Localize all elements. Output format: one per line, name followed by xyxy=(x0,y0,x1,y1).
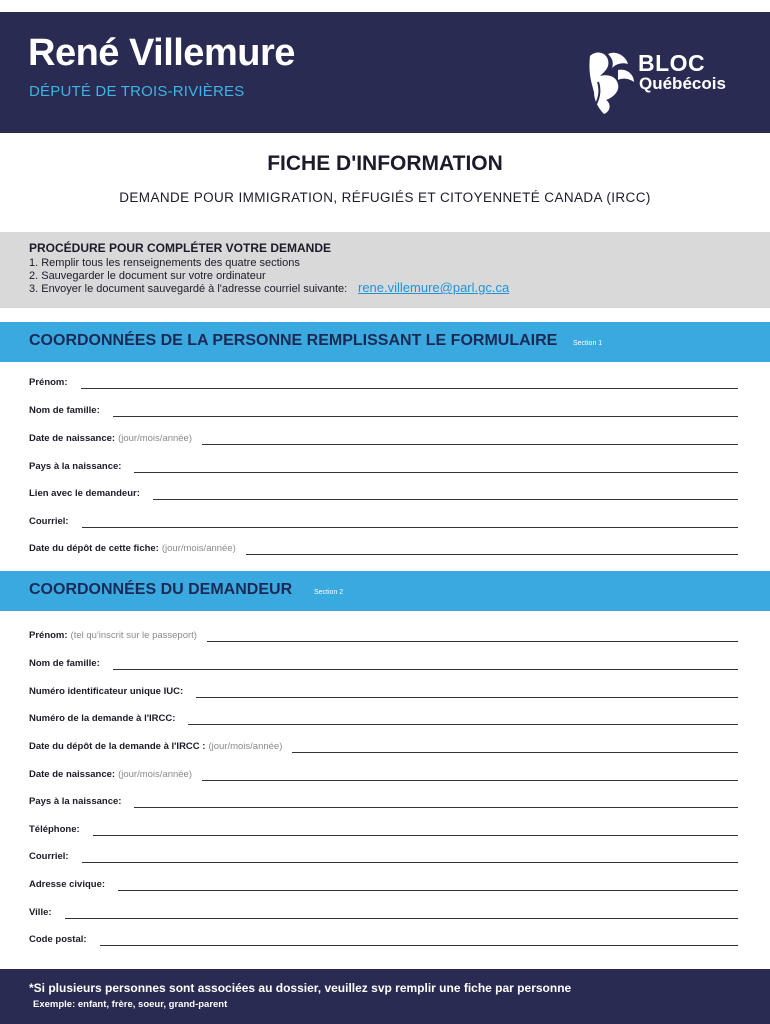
field-adresse-civique xyxy=(29,871,738,891)
input-line[interactable] xyxy=(118,890,738,891)
field-date-depot-fiche xyxy=(29,535,738,555)
section-2-title: COORDONNÉES DU DEMANDEUR xyxy=(29,581,293,598)
footer-banner xyxy=(0,969,770,1024)
field-label: Adresse civique: xyxy=(29,879,106,890)
input-line[interactable] xyxy=(100,945,738,946)
logo-text-quebecois: Québécois xyxy=(639,74,726,93)
input-line[interactable] xyxy=(113,416,738,417)
input-line[interactable] xyxy=(134,472,738,473)
field-nom-de-famille xyxy=(29,650,738,670)
input-line[interactable] xyxy=(82,527,738,528)
field-label: Pays à la naissance: xyxy=(29,796,122,807)
field-numero-iuc xyxy=(29,678,738,698)
procedure-step: 1. Remplir tous les renseignements des quatre sections xyxy=(29,257,300,269)
input-line[interactable] xyxy=(93,835,738,836)
input-line[interactable] xyxy=(113,669,738,670)
field-nom-de-famille xyxy=(29,397,738,417)
field-label: Pays à la naissance: xyxy=(29,461,122,472)
procedure-step: 3. Envoyer le document sauvegardé à l'adresse courriel suivante: xyxy=(29,283,348,295)
field-label: Date du dépôt de la demande à l'IRCC : xyxy=(29,741,206,752)
field-prenom xyxy=(29,622,738,642)
section-2-label: Section 2 xyxy=(314,589,344,596)
field-label: Nom de famille: xyxy=(29,405,100,416)
field-courriel xyxy=(29,843,738,863)
field-ville xyxy=(29,899,738,919)
procedure-box xyxy=(0,232,770,308)
input-line[interactable] xyxy=(82,862,738,863)
field-hint: (jour/mois/année) xyxy=(161,543,236,554)
field-label: Courriel: xyxy=(29,516,69,527)
input-line[interactable] xyxy=(65,918,738,919)
field-label: Code postal: xyxy=(29,934,87,945)
input-line[interactable] xyxy=(81,388,738,389)
field-hint: (jour/mois/année) xyxy=(208,741,283,752)
field-hint: (jour/mois/année) xyxy=(118,769,192,780)
input-line[interactable] xyxy=(153,499,738,500)
field-label: Date du dépôt de cette fiche: xyxy=(29,543,159,554)
field-lien-demandeur xyxy=(29,480,738,500)
input-line[interactable] xyxy=(207,641,738,642)
field-label: Prénom: xyxy=(29,377,68,388)
field-label: Nom de famille: xyxy=(29,658,100,669)
field-label: Date de naissance: xyxy=(29,769,116,780)
footer-example: Exemple: enfant, frère, soeur, grand-parent xyxy=(33,999,228,1010)
field-date-de-naissance xyxy=(29,425,738,445)
input-line[interactable] xyxy=(292,752,738,753)
email-link[interactable]: rene.villemure@parl.gc.ca xyxy=(358,280,510,295)
footer-note: *Si plusieurs personnes sont associées au dossier, veuillez svp remplir une fiche par personne xyxy=(29,981,572,995)
input-line[interactable] xyxy=(246,554,738,555)
field-label: Numéro de la demande à l'IRCC: xyxy=(29,713,176,724)
input-line[interactable] xyxy=(134,807,738,808)
input-line[interactable] xyxy=(196,697,738,698)
field-date-depot-demande xyxy=(29,733,738,753)
section-1-title: COORDONNÉES DE LA PERSONNE REMPLISSANT LE FORMULAIRE xyxy=(29,332,558,349)
field-telephone xyxy=(29,816,738,836)
header-banner xyxy=(0,12,770,133)
input-line[interactable] xyxy=(202,444,738,445)
input-line[interactable] xyxy=(202,780,738,781)
bloc-quebecois-logo xyxy=(582,46,742,118)
bird-logo-icon xyxy=(582,46,638,118)
field-courriel xyxy=(29,508,738,528)
section-1-label: Section 1 xyxy=(573,340,603,347)
field-label: Téléphone: xyxy=(29,824,80,835)
field-label: Prénom: xyxy=(29,630,68,641)
field-date-de-naissance xyxy=(29,761,738,781)
field-label: Courriel: xyxy=(29,851,69,862)
document-subtitle: DEMANDE POUR IMMIGRATION, RÉFUGIÉS ET CITOYENNETÉ CANADA (IRCC) xyxy=(119,190,651,205)
field-numero-demande-ircc xyxy=(29,705,738,725)
field-hint: (jour/mois/année) xyxy=(118,433,192,444)
logo-text-bloc: BLOC xyxy=(638,50,706,76)
mp-riding: DÉPUTÉ DE TROIS-RIVIÈRES xyxy=(29,83,245,100)
section-2-header xyxy=(0,571,770,611)
procedure-title: PROCÉDURE POUR COMPLÉTER VOTRE DEMANDE xyxy=(29,241,332,255)
field-pays-naissance xyxy=(29,453,738,473)
procedure-step: 2. Sauvegarder le document sur votre ordinateur xyxy=(29,270,266,282)
field-label: Ville: xyxy=(29,907,52,918)
field-label: Date de naissance: xyxy=(29,433,116,444)
document-title: FICHE D'INFORMATION xyxy=(267,152,503,175)
field-pays-naissance xyxy=(29,788,738,808)
field-label: Lien avec le demandeur: xyxy=(29,488,140,499)
section-1-header xyxy=(0,322,770,362)
field-label: Numéro identificateur unique IUC: xyxy=(29,686,184,697)
field-hint: (tel qu'inscrit sur le passeport) xyxy=(70,630,197,641)
input-line[interactable] xyxy=(188,724,738,725)
mp-name: René Villemure xyxy=(28,32,295,74)
field-prenom xyxy=(29,369,738,389)
field-code-postal xyxy=(29,926,738,946)
